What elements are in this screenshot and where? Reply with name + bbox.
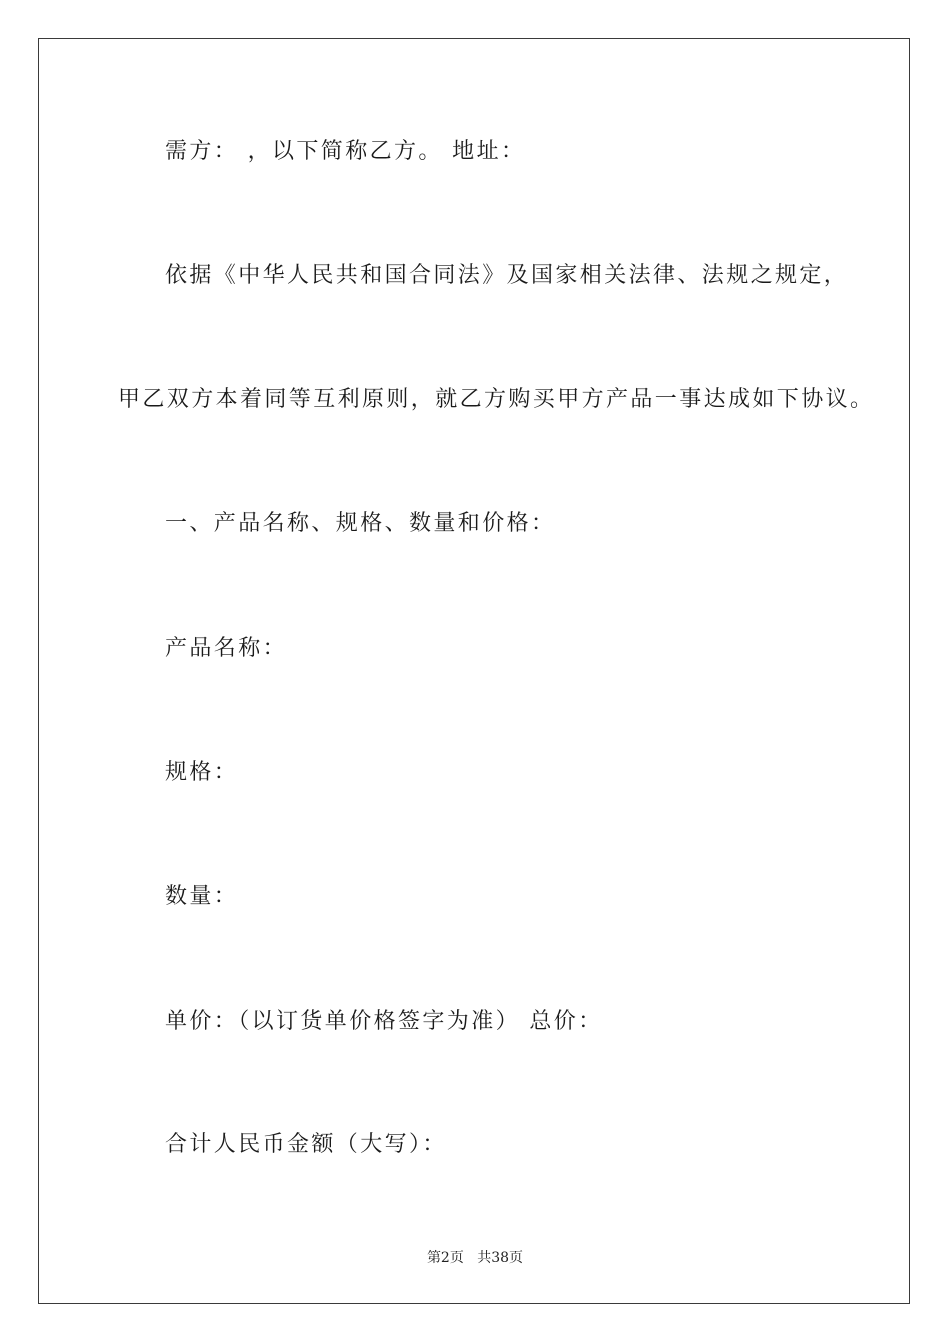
quantity-field: 数量： [165, 884, 239, 909]
agreement-purpose-line: 甲乙双方本着同等互利原则，就乙方购买甲方产品一事达成如下协议。 [118, 387, 875, 412]
page-footer [0, 1247, 950, 1267]
legal-basis-line: 依据《中华人民共和国合同法》及国家相关法律、法规之规定， [165, 263, 849, 288]
page-border [38, 38, 910, 1304]
page-number: 第2页 [426, 1250, 464, 1266]
product-name-field: 产品名称： [165, 636, 288, 661]
section-1-heading: 一、产品名称、规格、数量和价格： [165, 511, 556, 536]
total-amount-field: 合计人民币金额（大写）： [165, 1132, 447, 1157]
buyer-line: 需方： ，以下简称乙方。 地址： [165, 139, 526, 164]
page-total: 共38页 [477, 1250, 524, 1266]
specification-field: 规格： [165, 760, 239, 785]
unit-price-field: 单价：（以订货单价格签字为准） 总价： [165, 1009, 603, 1034]
